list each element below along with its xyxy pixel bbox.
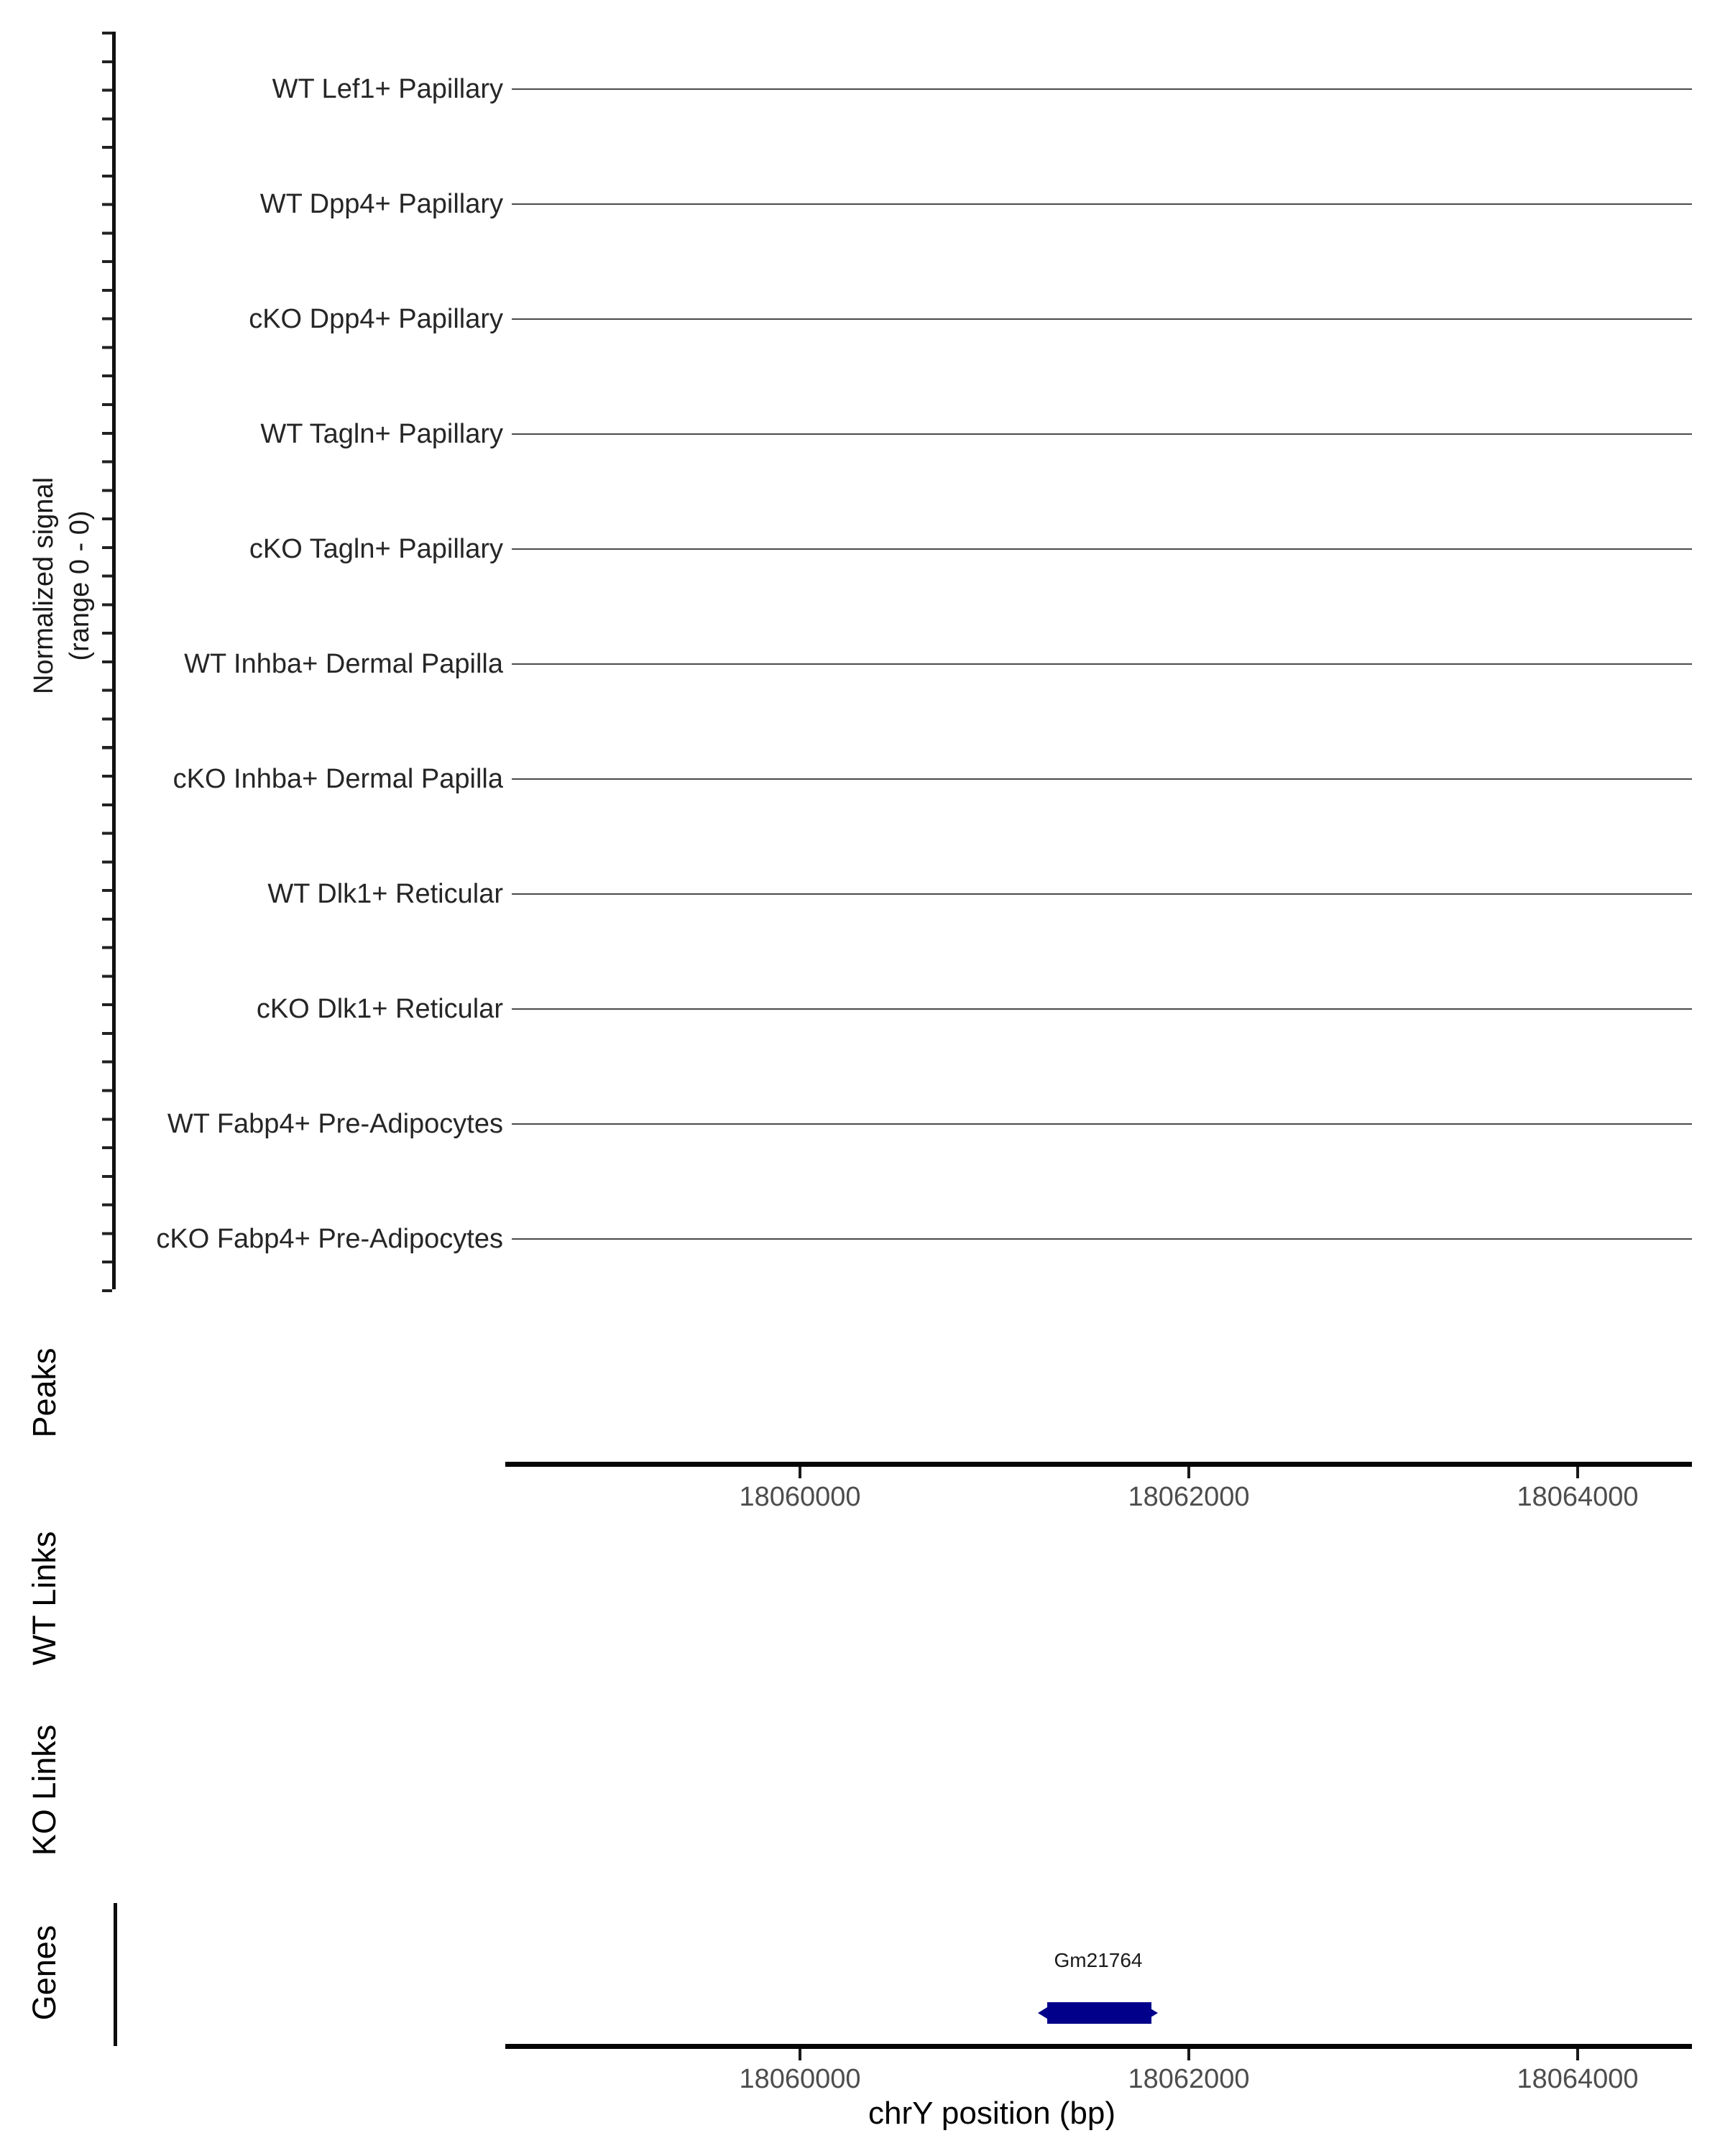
gene-label: Gm21764 bbox=[1054, 1949, 1143, 1971]
axis-tick bbox=[799, 2049, 801, 2060]
track-label: WT Dpp4+ Papillary bbox=[259, 189, 503, 219]
axis-tick bbox=[1576, 1467, 1579, 1478]
track-label: cKO Fabp4+ Pre-Adipocytes bbox=[156, 1224, 503, 1254]
track-signal-line bbox=[512, 1238, 1692, 1240]
track-signal-line bbox=[512, 778, 1692, 780]
track-signal-line bbox=[512, 433, 1692, 435]
section-label-genes: Genes bbox=[26, 1925, 63, 2021]
section-label-wt-links: WT Links bbox=[26, 1531, 63, 1666]
axis-tick-label: 18064000 bbox=[1517, 1482, 1639, 1512]
track-signal-line bbox=[512, 88, 1692, 90]
track-label: WT Lef1+ Papillary bbox=[272, 74, 503, 104]
track-label: WT Fabp4+ Pre-Adipocytes bbox=[167, 1109, 503, 1139]
track-label: WT Inhba+ Dermal Papilla bbox=[184, 649, 503, 679]
axis-tick bbox=[799, 1467, 801, 1478]
section-label-ko-links: KO Links bbox=[26, 1724, 63, 1856]
track-label: WT Tagln+ Papillary bbox=[260, 419, 503, 449]
track-signal-line bbox=[512, 1123, 1692, 1125]
track-signal-line bbox=[512, 663, 1692, 665]
axis-tick-label: 18062000 bbox=[1128, 2064, 1250, 2094]
axis-tick-label: 18064000 bbox=[1517, 2064, 1639, 2094]
section-label-peaks: Peaks bbox=[26, 1348, 63, 1438]
track-label: cKO Tagln+ Papillary bbox=[249, 534, 503, 564]
track-label: cKO Dpp4+ Papillary bbox=[249, 304, 503, 334]
gene-body bbox=[1047, 2002, 1151, 2024]
track-label: cKO Inhba+ Dermal Papilla bbox=[172, 764, 503, 794]
axis-tick bbox=[1187, 1467, 1190, 1478]
peaks-genome-axis bbox=[505, 1462, 1692, 1467]
track-signal-line bbox=[512, 318, 1692, 320]
genes-axis-bracket bbox=[114, 1903, 117, 2046]
track-signal-line bbox=[512, 1008, 1692, 1010]
y-axis-label-line2: (range 0 - 0) bbox=[65, 510, 95, 661]
track-label: WT Dlk1+ Reticular bbox=[267, 879, 503, 909]
axis-tick-label: 18062000 bbox=[1128, 1482, 1250, 1512]
y-axis-label-line1: Normalized signal bbox=[29, 476, 59, 695]
track-signal-line bbox=[512, 893, 1692, 895]
gene-arrowhead-right-icon bbox=[1151, 2009, 1158, 2017]
genes-genome-axis bbox=[505, 2044, 1692, 2049]
gene-arrowhead-left-icon bbox=[1038, 2007, 1047, 2019]
track-signal-line bbox=[512, 203, 1692, 205]
axis-tick-label: 18060000 bbox=[739, 1482, 861, 1512]
axis-tick bbox=[1187, 2049, 1190, 2060]
track-signal-line bbox=[512, 548, 1692, 550]
x-axis-label: chrY position (bp) bbox=[868, 2096, 1116, 2131]
axis-tick-label: 18060000 bbox=[739, 2064, 861, 2094]
track-label: cKO Dlk1+ Reticular bbox=[256, 994, 503, 1024]
axis-tick bbox=[1576, 2049, 1579, 2060]
